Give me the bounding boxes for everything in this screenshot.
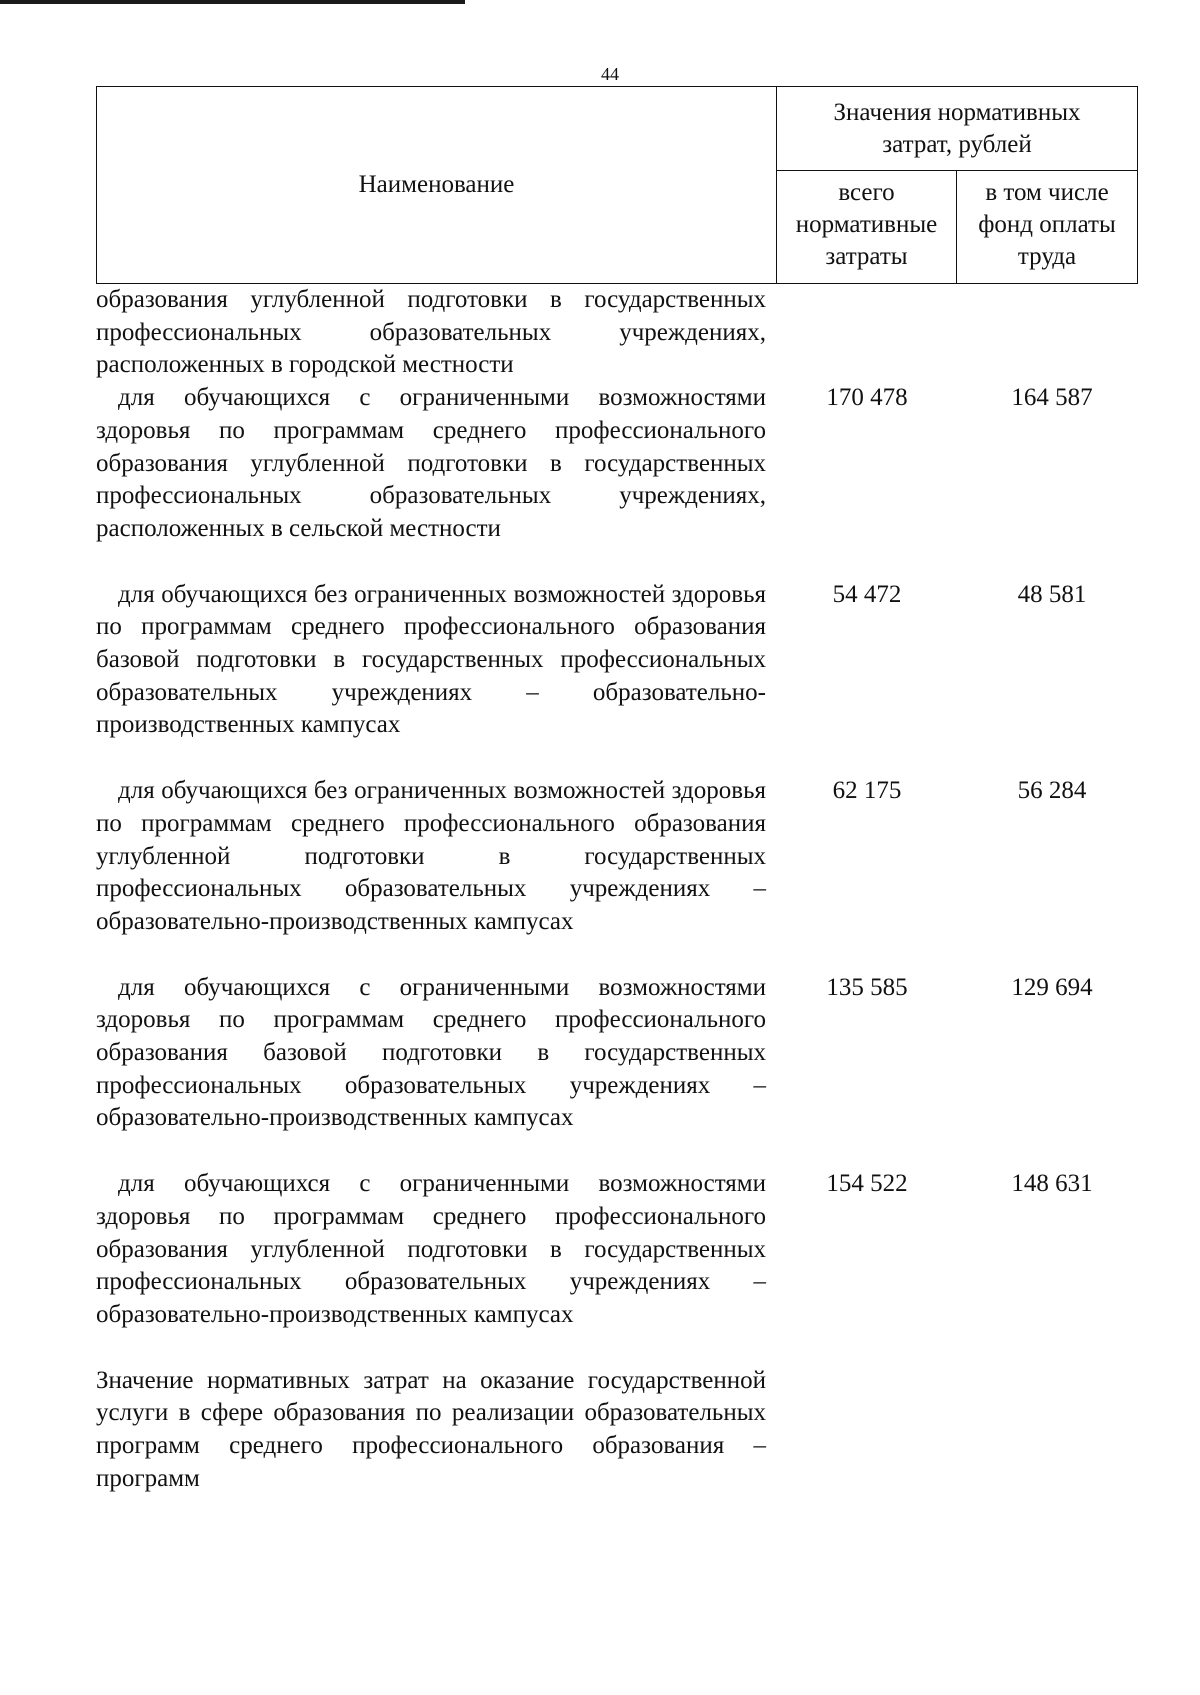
row-closing-text: Значение нормативных затрат на оказание государственной услуги в сфере образования по реализации образовательных программ среднего профессионального образования – программ: [96, 1366, 766, 1492]
row-payroll: 148 631: [1011, 1170, 1093, 1198]
header-total: [777, 171, 957, 283]
row-total: 62 175: [832, 777, 902, 805]
table-header: [96, 86, 1138, 284]
header-values-group: [777, 87, 1137, 171]
scan-edge-bar: [0, 0, 465, 4]
table-row-continuation: [96, 284, 1138, 382]
row-continuation-text: образования углубленной подготовки в государственных профессиональных образовательных учреждениях, расположенных в городской местности: [96, 286, 766, 379]
header-payroll: [957, 171, 1137, 283]
table-row: [96, 579, 1138, 743]
row-payroll: 129 694: [1011, 973, 1093, 1001]
header-name: Наименование: [97, 87, 777, 283]
row-total: 54 472: [832, 580, 902, 608]
row-total: 170 478: [826, 384, 908, 412]
row-total: 135 585: [826, 973, 908, 1001]
header-values-group-label: Значения нормативных затрат, рублей: [833, 99, 1081, 158]
table-row: [96, 382, 1138, 546]
row-name: для обучающихся без ограниченных возможностей здоровья по программам среднего профессионального образования углубленной подготовки в государственных профессиональных образовательных учреждениях – образовательно-производственных кампусах: [96, 777, 766, 935]
table-row: [96, 1168, 1138, 1332]
table-row-closing: [96, 1365, 1138, 1496]
row-name: для обучающихся с ограниченными возможностями здоровья по программам среднего профессионального образования углубленной подготовки в государственных профессиональных образовательных учреждениях – образовательно-производственных кампусах: [96, 1170, 766, 1328]
page-number: 44: [601, 64, 619, 84]
row-payroll: 56 284: [1017, 777, 1087, 805]
row-name: для обучающихся с ограниченными возможностями здоровья по программам среднего профессионального образования базовой подготовки в государственных профессиональных образовательных учреждениях – образовательно-производственных кампусах: [96, 973, 766, 1132]
table-row: [96, 775, 1138, 939]
table-row: [96, 972, 1138, 1136]
header-payroll-label: в том числе фонд оплаты труда: [978, 179, 1116, 270]
row-total: 154 522: [826, 1170, 908, 1198]
row-payroll: 164 587: [1011, 384, 1093, 412]
table-body: [96, 284, 1138, 1496]
row-payroll: 48 581: [1017, 580, 1087, 608]
cost-table: [96, 86, 1138, 1496]
row-name: для обучающихся с ограниченными возможностями здоровья по программам среднего профессионального образования углубленной подготовки в государственных профессиональных образовательных учреждениях, расположенных в сельской местности: [96, 384, 766, 542]
row-name: для обучающихся без ограниченных возможностей здоровья по программам среднего профессионального образования базовой подготовки в государственных профессиональных образовательных учреждениях – образовательно-производственных кампусах: [96, 580, 766, 739]
header-total-label: всего нормативные затраты: [795, 179, 938, 270]
